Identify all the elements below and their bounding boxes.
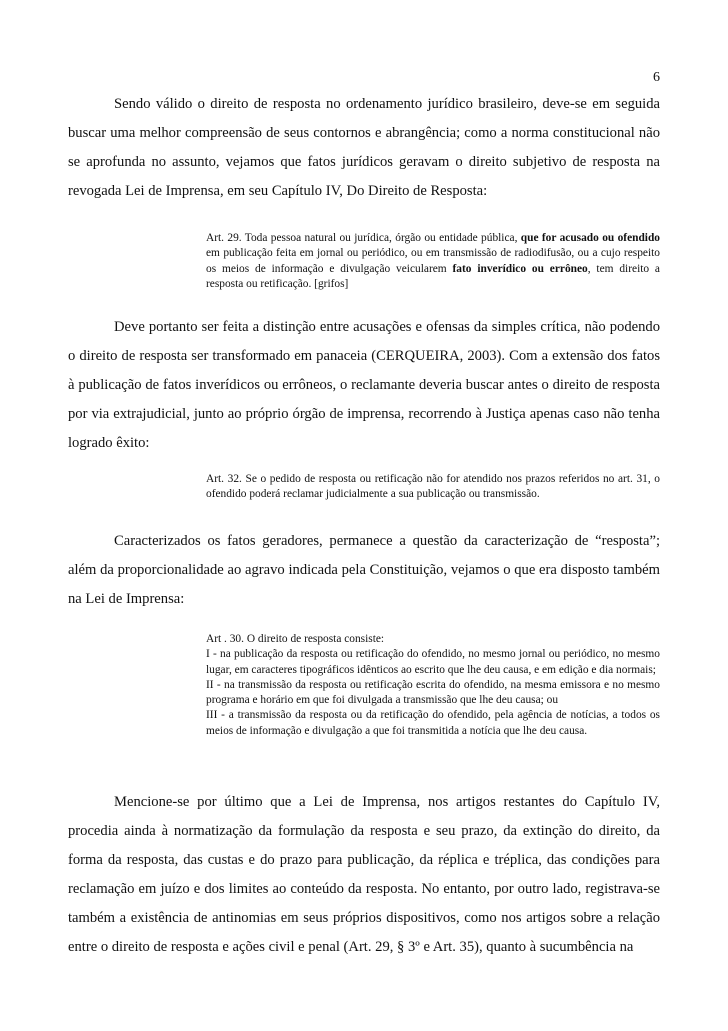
quote-text: , tem direito a resposta ou retificação. [grifos] — [206, 262, 660, 290]
paragraph-1: Sendo válido o direito de resposta no ordenamento jurídico brasileiro, deve-se em seguida buscar uma melhor compreensão de seus contornos e abrangência; como a norma constitucional não se aprofunda no assunto, vejamos que fatos jurídicos geravam o direito subjetivo de resposta na revogada Lei de Imprensa, em seu Capítulo IV, Do Direito de Resposta: — [68, 96, 660, 199]
block-quote-art-29 — [206, 231, 660, 292]
page-number: 6 — [653, 70, 660, 85]
quote-line: Art . 30. O direito de resposta consiste: — [206, 633, 385, 645]
block-quote-art-32: Art. 32. Se o pedido de resposta ou retificação não for atendido nos prazos referidos no art. 31, o ofendido poderá reclamar judicialmente a sua publicação ou transmissão. — [206, 473, 660, 501]
quote-line: II - na transmissão da resposta ou retificação escrita do ofendido, na mesma emissora e no mesmo programa e horário em que foi divulgada a transmissão que lhe deu causa; ou — [206, 678, 660, 707]
quote-emphasis: que for acusado ou ofendido — [520, 232, 661, 244]
quote-emphasis: fato inverídico ou errôneo — [452, 262, 588, 275]
paragraph-3: Caracterizados os fatos geradores, permanece a questão da caracterização de “resposta”; além da proporcionalidade ao agravo indicada pela Constituição, vejamos o que era disposto também na Lei de Imprensa: — [68, 533, 660, 607]
paragraph-4: Mencione-se por último que a Lei de Imprensa, nos artigos restantes do Capítulo IV, procedia ainda à normatização da formulação da resposta e seu prazo, da extinção do direito, da forma da resposta, das custas e do prazo para publicação, da réplica e tréplica, das condições para reclamação em juízo e dos limites ao conteúdo da resposta. No entanto, por outro lado, registrava-se também a existência de antinomias em seus próprios dispositivos, como nos artigos sobre a relação entre o direito de resposta e ações civil e penal (Art. 29, § 3º e Art. 35), quanto à sucumbência na — [68, 794, 660, 955]
quote-line: I - na publicação da resposta ou retificação do ofendido, no mesmo jornal ou periódico, no mesmo lugar, em caracteres tipográficos idênticos ao escrito que lhe deu causa, e em edição e dia normais; — [206, 648, 660, 676]
quote-line: III - a transmissão da resposta ou da retificação do ofendido, pela agência de notícias, a todos os meios de informação e divulgação a que foi transmitida a notícia que lhe deu causa. — [206, 709, 660, 737]
block-quote-art-30 — [206, 632, 660, 739]
quote-text: Art. 29. Toda pessoa natural ou jurídica, órgão ou entidade pública, — [206, 232, 521, 244]
quote-text: em publicação feita em jornal ou periódico, ou em transmissão de radiodifusão, ou a cujo respeito os meios de informação e divulgação veicularem — [206, 247, 660, 275]
paragraph-2: Deve portanto ser feita a distinção entre acusações e ofensas da simples crítica, não podendo o direito de resposta ser transformado em panaceia (CERQUEIRA, 2003). Com a extensão dos fatos à publicação de fatos inverídicos ou errôneos, o reclamante deveria buscar antes o direito de resposta por via extrajudicial, junto ao próprio órgão de imprensa, recorrendo à Justiça apenas caso não tenha logrado êxito: — [68, 319, 660, 451]
